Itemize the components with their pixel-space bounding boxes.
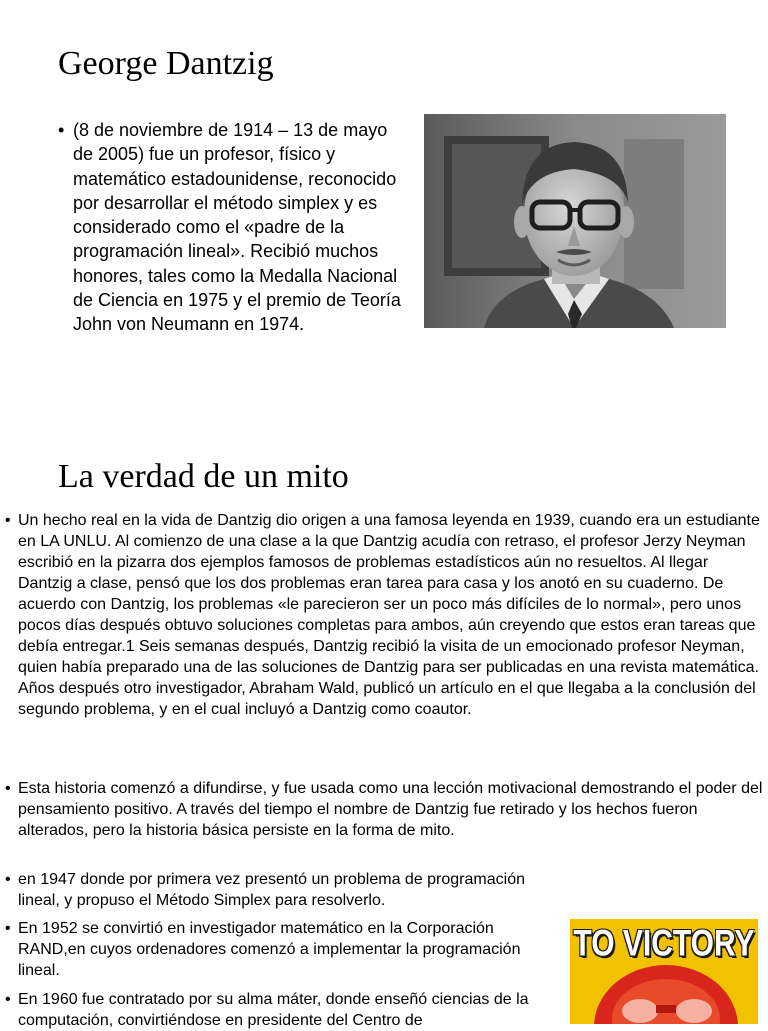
list-item: [5, 989, 565, 1031]
poster-caption: TO VICTORY: [573, 923, 755, 965]
list-item: [5, 510, 765, 720]
bio-text: (8 de noviembre de 1914 – 13 de mayo de 2005) fue un profesor, físico y matemático estadounidense, reconocido por desarrollar el método simplex y es considerado como el «padre de la programación lineal». Recibió muchos honores, tales como la Medalla Nacional de Ciencia en 1975 y el premio de Teoría John von Neumann en 1974.: [73, 120, 401, 335]
list-item-text: En 1952 se convirtió en investigador matemático en la Corporación RAND,en cuyos ordenadores comenzó a implementar la programación lineal.: [18, 920, 521, 979]
bullet-icon: •: [58, 120, 65, 140]
list-item-text: Un hecho real en la vida de Dantzig dio origen a una famosa leyenda en 1939, cuando era un estudiante en LA UNLU. Al comienzo de una clase a la que Dantzig acudía con retraso, el profesor Jerzy Neyman escribió en la pizarra dos ejemplos famosos de problemas estadísticos aún no resueltos. Al llegar Dantzig a clase, pensó que los dos problemas eran tarea para casa y los anotó en su cuaderno. De acuerdo con Dantzig, los problemas «le parecieron ser un poco más difíciles de lo normal», pero unos pocos días después obtuvo soluciones completas para ambos, aún creyendo que estos eran tareas que debía entregar.1 Seis semanas después, Dantzig recibió la visita de un emocionado profesor Neyman, quien había preparado una de las soluciones de Dantzig para ser publicadas en una revista matemática. Años después otro investigador, Abraham Wald, publicó un artículo en el que llegaba a la conclusión del segundo problema, y en el cual incluyó a Dantzig como coautor.: [18, 512, 760, 718]
slide-title-george-dantzig: George Dantzig: [58, 45, 274, 82]
bullet-icon: •: [5, 920, 11, 937]
bullet-icon: •: [5, 991, 11, 1008]
dantzig-portrait-photo: [424, 114, 726, 328]
list-item-text: Esta historia comenzó a difundirse, y fue usada como una lección motivacional demostrando el poder del pensamiento positivo. A través del tiempo el nombre de Dantzig fue retirado y los hechos fueron alterados, pero la historia básica persiste en la forma de mito.: [18, 780, 763, 839]
bullet-icon: •: [5, 512, 11, 529]
bio-bullet: [58, 118, 408, 337]
slide-title-verdad-mito: La verdad de un mito: [58, 458, 349, 495]
bullet-icon: •: [5, 780, 11, 797]
list-item-text: en 1947 donde por primera vez presentó un problema de programación lineal, y propuso el Método Simplex para resolverlo.: [18, 871, 525, 909]
list-item: [5, 918, 565, 981]
list-item: [5, 869, 565, 911]
list-item: [5, 778, 765, 841]
bullet-icon: •: [5, 871, 11, 888]
list-item-text: En 1960 fue contratado por su alma máter, donde enseñó ciencias de la computación, convirtiéndose en presidente del Centro de: [18, 991, 529, 1029]
victory-poster-image: [570, 919, 758, 1024]
